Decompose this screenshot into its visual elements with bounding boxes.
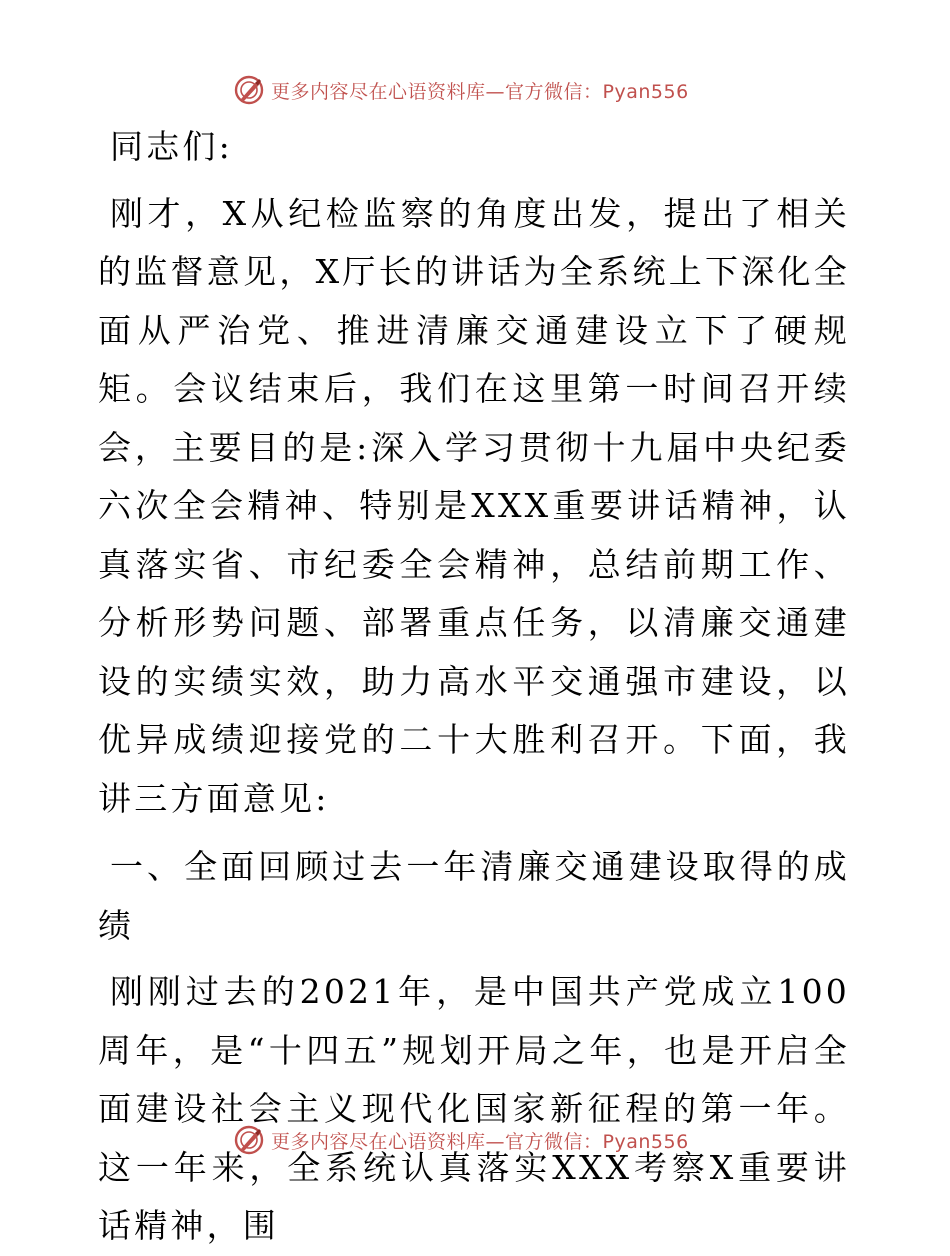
watermark-text: 更多内容尽在心语资料库—官方微信：Pyan556: [271, 80, 689, 103]
paragraph-intro: 刚才，X从纪检监察的角度出发，提出了相关的监督意见，X厅长的讲话为全系统上下深化全面从严治党、推进清廉交通建设立下了硬规矩。会议结束后，我们在这里第一时间召开续会，主要目的是:深入学习贯彻十九届中央纪委六次全会精神、特别是XXX重要讲话精神，认真落实省、市纪委全会精神，总结前期工作、分析形势问题、部署重点任务，以清廉交通建设的实绩实效，助力高水平交通强市建设，以优异成绩迎接党的二十大胜利召开。下面，我讲三方面意见:: [98, 193, 850, 818]
document-body: [98, 118, 850, 1256]
watermark-text: 更多内容尽在心语资料库—官方微信：Pyan556: [271, 1130, 689, 1153]
salutation: 同志们:: [110, 127, 233, 166]
footer-watermark: [233, 1122, 689, 1158]
pen-logo-icon: [233, 1124, 265, 1156]
pen-logo-icon: [233, 74, 265, 106]
paragraph-review: 刚刚过去的2021年，是中国共产党成立100周年，是“十四五”规划开局之年，也是开启全面建设社会主义现代化国家新征程的第一年。这一年来，全系统认真落实XXX考察X重要讲话精神，围: [98, 972, 850, 1245]
section-heading-1: 一、全面回顾过去一年清廉交通建设取得的成绩: [98, 847, 850, 945]
header-watermark: [233, 72, 689, 108]
